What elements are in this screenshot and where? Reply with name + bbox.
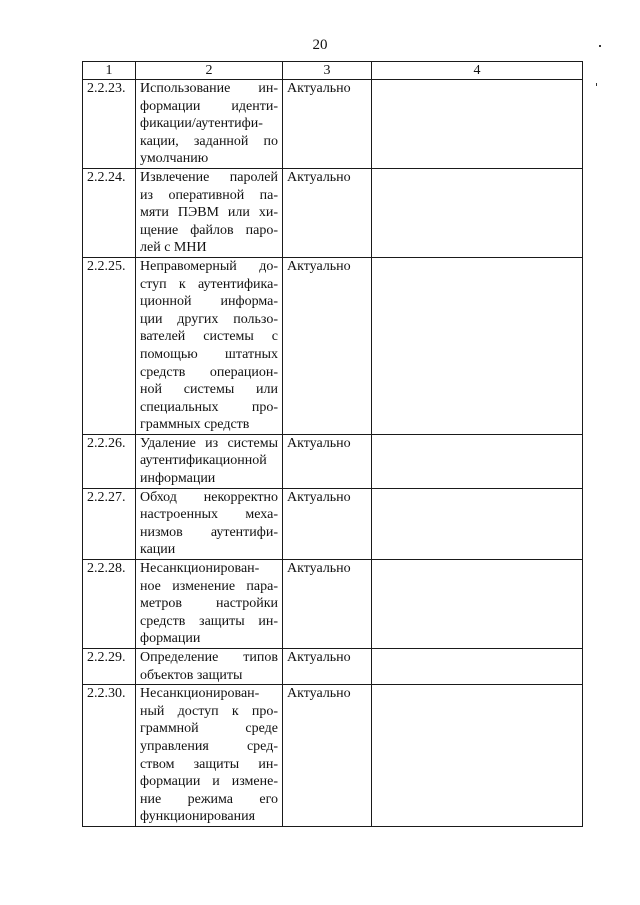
column-number: 3 [283,62,372,80]
description-line: ступ к аутентифика- [140,276,278,292]
threat-status: Актуально [283,560,372,649]
threat-number: 2.2.27. [83,488,136,559]
scan-speck [596,83,597,86]
description-line: кации [140,542,176,558]
description-line: Использование ин- [140,81,278,96]
threat-description [136,560,283,649]
description-line: ной системы или [140,382,278,398]
threat-status: Актуально [283,685,372,827]
threat-note [372,488,583,559]
threat-status: Актуально [283,168,372,257]
description-line: формации [140,631,201,647]
threat-note [372,80,583,169]
threat-number: 2.2.25. [83,257,136,434]
description-line: помощью штатных [140,346,278,362]
description-line: функционирования [140,809,256,825]
description-line: формации иденти- [140,98,278,114]
table-row [83,560,583,649]
page-number: 20 [312,37,328,53]
description-line: ции других пользо- [140,311,278,327]
threat-note [372,257,583,434]
table-row [83,649,583,685]
description-line: формации и измене- [140,774,278,790]
description-line: Удаление из системы [140,435,278,451]
description-line: ционной информа- [140,294,278,310]
description-line: Обход некорректно [140,489,278,505]
threat-description [136,168,283,257]
scan-speck [599,45,601,47]
table-row [83,685,583,827]
threat-number: 2.2.28. [83,560,136,649]
threat-number: 2.2.24. [83,168,136,257]
description-line: из оперативной па- [140,187,278,203]
description-line: аутентификационной [140,453,267,469]
table-row [83,488,583,559]
threat-number: 2.2.26. [83,434,136,488]
description-line: щение файлов паро- [140,222,278,238]
description-line: Извлечение паролей [140,169,278,185]
table-row [83,257,583,434]
description-line: объектов защиты [140,667,243,683]
threat-description [136,488,283,559]
threat-note [372,434,583,488]
threat-note [372,560,583,649]
column-number: 2 [136,62,283,80]
description-line: умолчанию [140,151,209,167]
threat-description [136,257,283,434]
description-line: Неправомерный до- [140,258,278,274]
threat-status: Актуально [283,434,372,488]
threat-status: Актуально [283,488,372,559]
threat-number: 2.2.29. [83,649,136,685]
description-line: ное изменение пара- [140,578,278,594]
threat-note [372,685,583,827]
table-row [83,80,583,169]
description-line: средств операцион- [140,364,278,380]
description-line: настроенных меха- [140,507,278,523]
description-line: специальных про- [140,399,278,415]
threat-description [136,649,283,685]
description-line: мяти ПЭВМ или хи- [140,205,278,221]
threat-status: Актуально [283,257,372,434]
threat-number: 2.2.30. [83,685,136,827]
description-line: ством защиты ин- [140,756,278,772]
description-line: граммных средств [140,417,250,433]
description-line: метров настройки [140,596,278,612]
threat-note [372,649,583,685]
threat-note [372,168,583,257]
threat-description [136,434,283,488]
description-line: ние режима его [140,791,278,807]
column-number-row [83,62,583,80]
description-line: граммной среде [140,721,278,737]
description-line: ный доступ к про- [140,703,278,719]
threat-status: Актуально [283,80,372,169]
description-line: Определение типов [140,650,278,665]
column-number: 1 [83,62,136,80]
description-line: информации [140,471,216,487]
description-line: кации, заданной по [140,133,278,149]
description-line: Несанкционирован- [140,561,260,577]
threats-table [82,61,583,827]
description-line: низмов аутентифи- [140,524,278,540]
threat-status: Актуально [283,649,372,685]
description-line: вателей системы с [140,329,278,345]
threat-number: 2.2.23. [83,80,136,169]
description-line: средств защиты ин- [140,613,278,629]
table-row [83,168,583,257]
description-line: управления сред- [140,738,278,754]
threat-description [136,685,283,827]
description-line: лей с МНИ [140,240,207,256]
description-line: фикации/аутентифи- [140,116,263,132]
table-row [83,434,583,488]
threat-description [136,80,283,169]
description-line: Несанкционирован- [140,686,260,702]
column-number: 4 [372,62,583,80]
